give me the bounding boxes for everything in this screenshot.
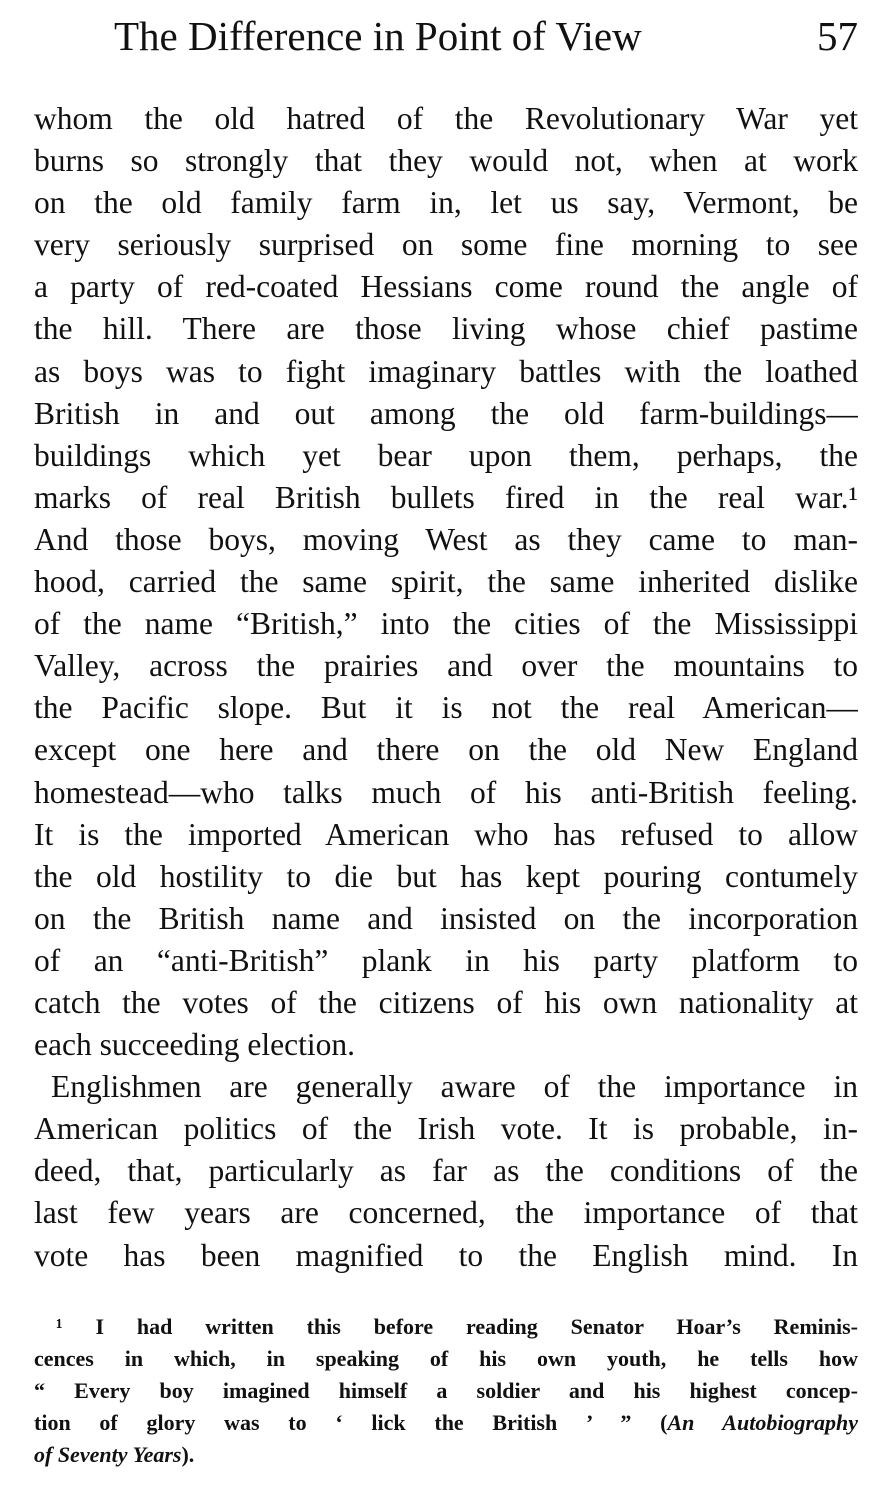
text-line: burns so strongly that they would not, when at work: [34, 143, 858, 179]
text-line: very seriously surprised on some fine morning to see: [34, 227, 858, 263]
text-line: American politics of the Irish vote. It is probable, in-: [34, 1111, 858, 1147]
footnote-line: [34, 1407, 858, 1439]
paragraph-start-line: Englishmen are generally aware of the importance in: [51, 1069, 858, 1105]
page-header: [114, 8, 858, 64]
text-line: the old hostility to die but has kept pouring contumely: [34, 858, 858, 894]
footnote-line: [34, 1439, 858, 1471]
text-line: as boys was to fight imaginary battles with the loathed: [34, 353, 858, 389]
text-line: whom the old hatred of the Revolutionary War yet: [34, 101, 858, 136]
text-line: the Pacific slope. But it is not the real American—: [34, 690, 858, 726]
text-line: homestead—who talks much of his anti-British feeling.: [34, 774, 858, 810]
footnote-line: cences in which, in speaking of his own youth, he tells how: [34, 1346, 858, 1371]
text-line: the hill. There are those living whose chief pastime: [34, 311, 858, 347]
text-line: of the name “British,” into the cities of the Mississippi: [34, 606, 858, 642]
text-line: a party of red-coated Hessians come round the angle of: [34, 269, 858, 305]
footnote-line: ¹ I had written this before reading Senator Hoar’s Reminis-: [56, 1314, 858, 1339]
footnote: [34, 1311, 858, 1471]
text-line: of an “anti-British” plank in his party platform to: [34, 942, 858, 978]
running-title: The Difference in Point of View: [114, 13, 642, 59]
text-line: each succeeding election.: [34, 1027, 355, 1063]
footnote-text: tion of glory was to ‘ lick the British ’ ” (: [34, 1410, 668, 1435]
book-title-italic: An Autobiography: [667, 1410, 858, 1435]
text-line: buildings which yet bear upon them, perhaps, the: [34, 437, 858, 473]
page-number: 57: [817, 13, 858, 59]
footnote-line: “ Every boy imagined himself a soldier and his highest concep-: [34, 1378, 858, 1403]
text-line: British in and out among the old farm-buildings—: [34, 395, 858, 431]
text-line: catch the votes of the citizens of his own nationality at: [34, 984, 858, 1020]
text-line: last few years are concerned, the importance of that: [34, 1195, 858, 1231]
text-line: marks of real British bullets fired in the real war.¹: [34, 479, 858, 515]
text-line: deed, that, particularly as far as the conditions of the: [34, 1153, 858, 1189]
text-line: Valley, across the prairies and over the mountains to: [34, 648, 858, 684]
text-line: And those boys, moving West as they came to man-: [34, 521, 858, 557]
footnote-text: ).: [181, 1442, 195, 1467]
text-line: hood, carried the same spirit, the same inherited dislike: [34, 564, 858, 600]
text-line: on the old family farm in, let us say, Vermont, be: [34, 185, 858, 221]
text-line: except one here and there on the old New England: [34, 732, 858, 768]
book-title-italic: of Seventy Years: [34, 1442, 182, 1467]
body-text: [34, 98, 858, 1277]
text-line: It is the imported American who has refused to allow: [34, 816, 858, 852]
text-line: on the British name and insisted on the incorporation: [34, 900, 858, 936]
text-line: vote has been magnified to the English mind. In: [34, 1237, 858, 1273]
